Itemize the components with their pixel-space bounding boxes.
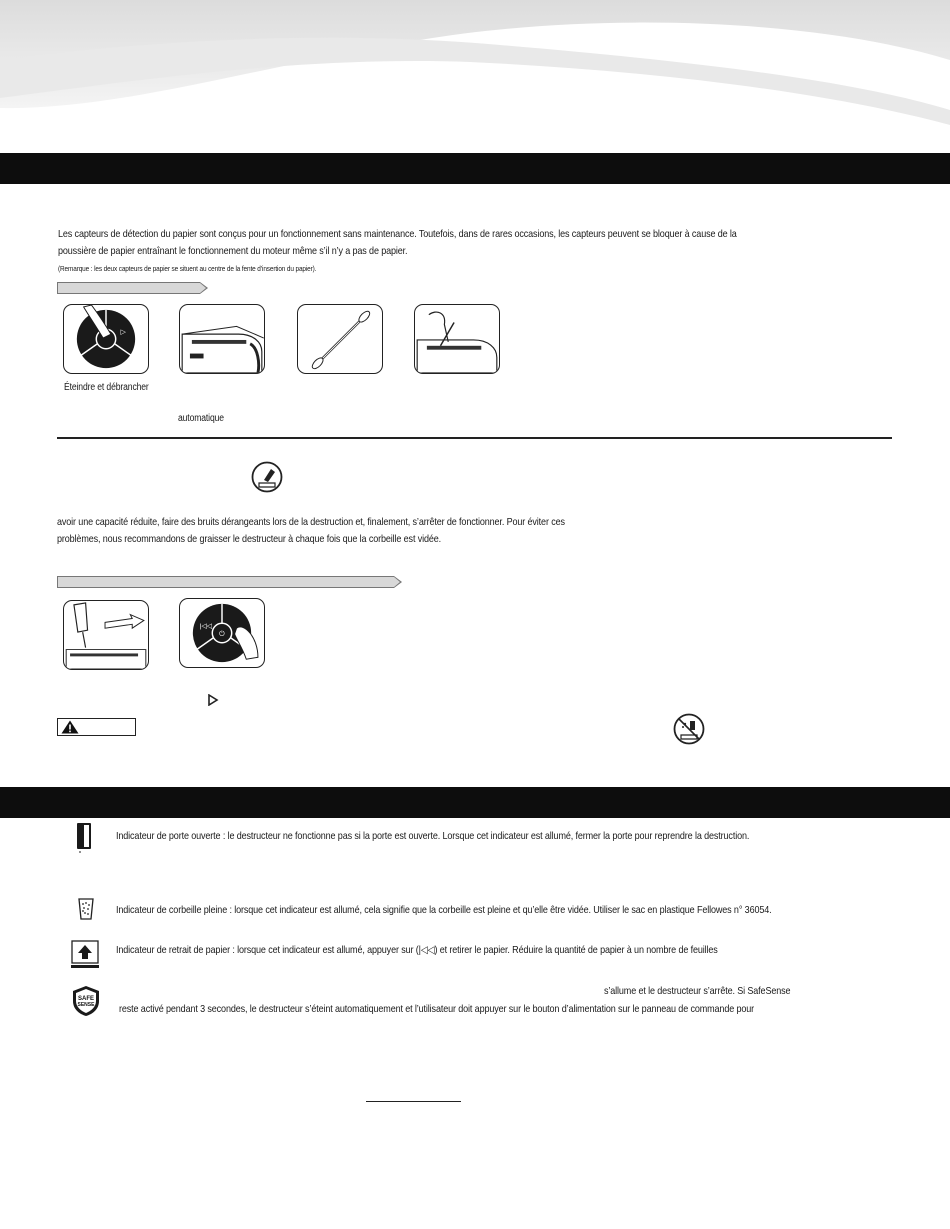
section-divider <box>57 437 892 439</box>
sensor-remark: (Remarque : les deux capteurs de papier se situent au centre de la fente d’insertion du papier). <box>58 264 317 273</box>
underline-rule <box>366 1101 461 1102</box>
indicators-header-band <box>0 787 950 818</box>
warning-triangle-icon <box>61 720 79 734</box>
safesense-indicator-text-1: s’allume et le destructeur s’arrête. Si SafeSense <box>604 985 791 997</box>
sensor-intro-line2: poussière de papier entraînant le fonctionnement du moteur même s’il n’y a pas de papier. <box>58 245 408 257</box>
steps-arrow-bar <box>57 282 200 294</box>
cotton-swab-illustration <box>297 304 383 374</box>
sensor-intro-line1: Les capteurs de détection du papier sont conçus pour un fonctionnement sans maintenance. Toutefois, dans de rares occasions, les capteurs peuvent se bloquer à cause de la <box>58 228 737 240</box>
safesense-badge-icon <box>70 985 102 1017</box>
bin-full-icon <box>77 896 95 920</box>
oil-bottle-icon <box>251 461 283 493</box>
control-panel-illustration <box>63 304 149 374</box>
warning-label-box <box>57 718 136 736</box>
cleaning-sensor-illustration <box>414 304 500 374</box>
bin-full-indicator-text: Indicateur de corbeille pleine : lorsque cet indicateur est allumé, cela signifie que la corbeille est pleine et qu’elle être vidée. Utiliser le sac en plastique Fellowes n° 36054. <box>116 904 772 916</box>
svg-text:▷: ▷ <box>120 329 126 337</box>
svg-text:|◁◁: |◁◁ <box>199 623 212 631</box>
section-header-band <box>0 153 950 184</box>
svg-text:⏻: ⏻ <box>219 630 225 638</box>
header-swoosh <box>0 0 950 150</box>
no-aerosol-icon <box>673 713 705 745</box>
forward-play-icon <box>207 694 219 706</box>
shredder-top-illustration <box>179 304 265 374</box>
door-open-icon <box>76 821 94 853</box>
safesense-indicator-text-2: reste activé pendant 3 secondes, le destructeur s’éteint automatiquement et l’utilisateur doit appuyer sur le bouton d’alimentation sur le panneau de commande pour <box>119 1003 755 1015</box>
door-open-indicator-text: Indicateur de porte ouverte : le destructeur ne fonctionne pas si la porte est ouverte. Lorsque cet indicateur est allumé, fermer la porte pour reprendre la destruction. <box>116 830 750 842</box>
step1-caption: Éteindre et débrancher <box>64 382 149 393</box>
lubrication-line2: problèmes, nous recommandons de graisser le destructeur à chaque fois que la corbeille est vidée. <box>57 533 442 545</box>
svg-text:SAFE: SAFE <box>77 996 95 1002</box>
paper-removal-icon <box>71 940 99 970</box>
svg-text:SENSE: SENSE <box>77 1002 95 1008</box>
control-panel-reverse-illustration <box>179 598 265 668</box>
lubrication-line1: avoir une capacité réduite, faire des bruits dérangeants lors de la destruction et, finalement, s’arrêter de fonctionner. Pour éviter ces <box>57 516 565 528</box>
lubrication-steps-arrow-bar <box>57 576 394 588</box>
step2-caption: automatique <box>178 413 224 424</box>
paper-removal-indicator-text: Indicateur de retrait de papier : lorsque cet indicateur est allumé, appuyer sur (|◁◁) et retirer le papier. Réduire la quantité de papier à un nombre de feuilles <box>116 944 718 956</box>
oil-application-illustration <box>63 600 149 670</box>
